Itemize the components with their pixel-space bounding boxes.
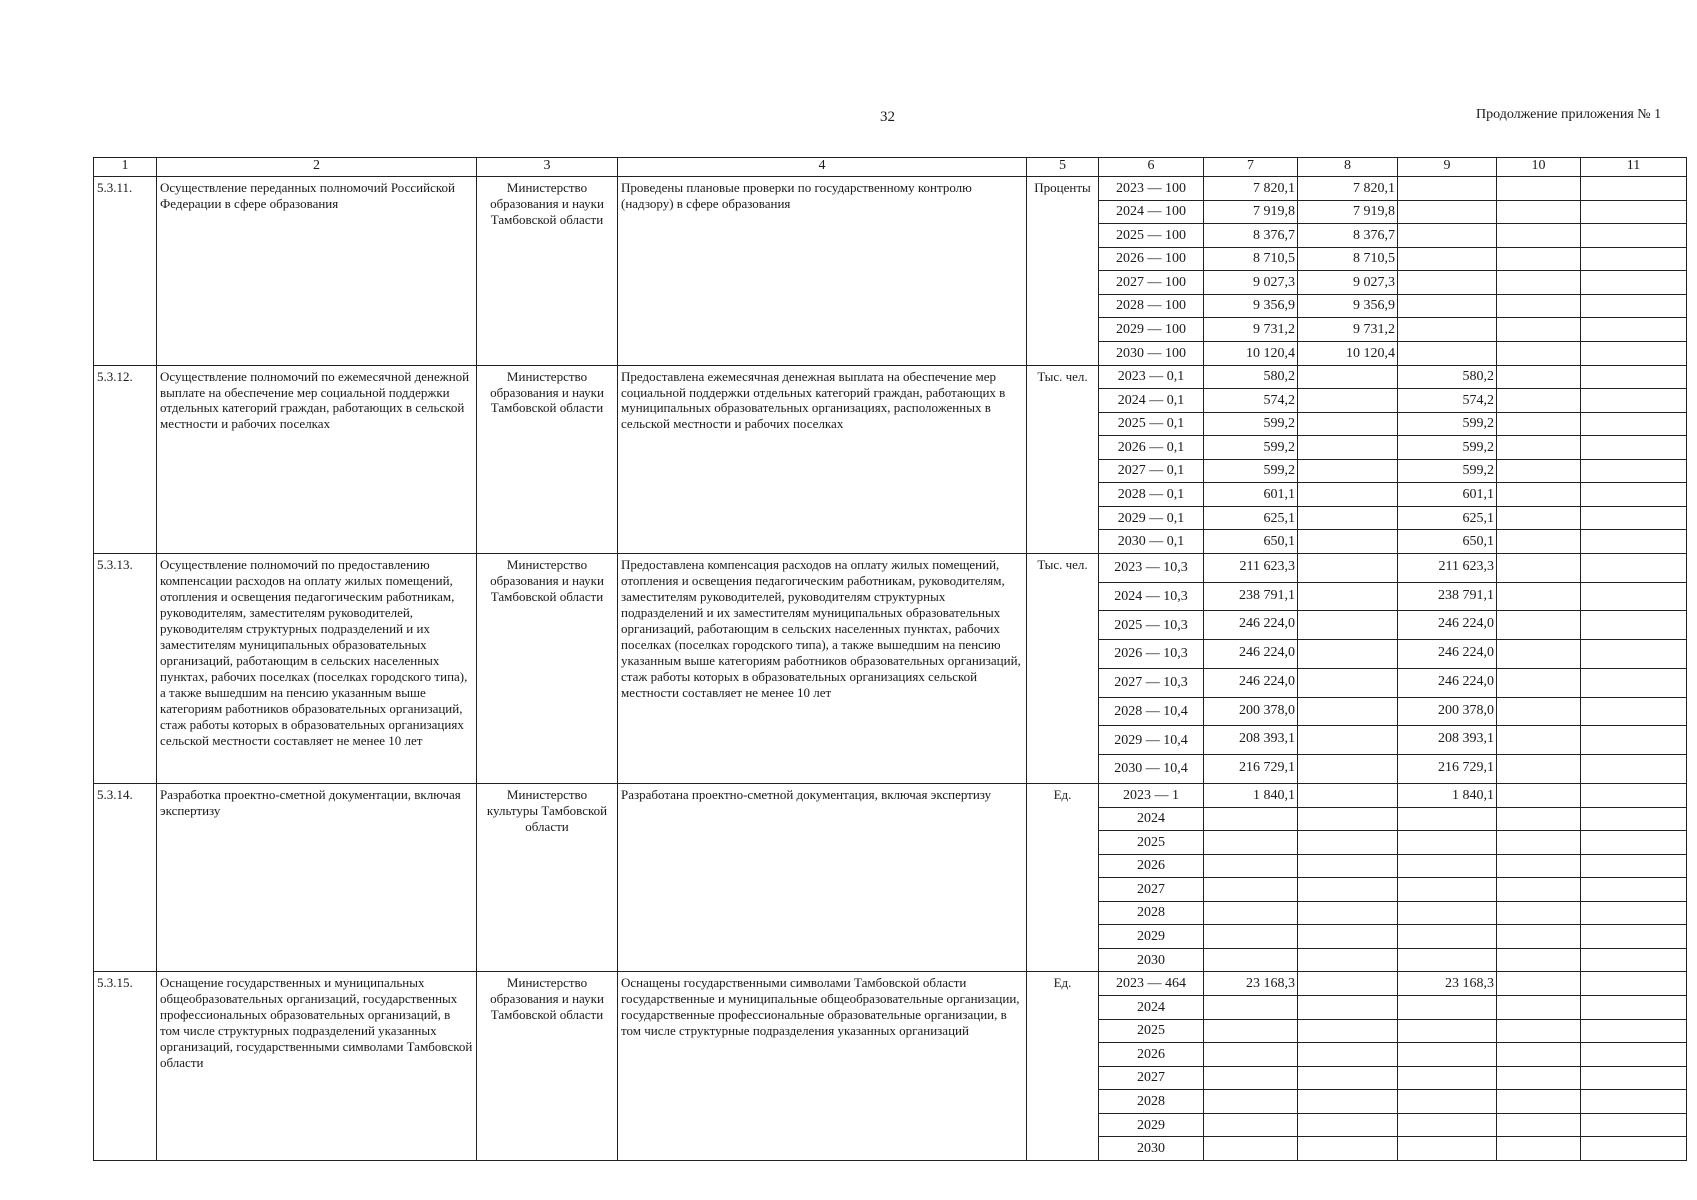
item-number: 5.3.15. [94,972,157,1161]
amount-total: 574,2 [1204,389,1298,413]
amount-col-10 [1497,554,1581,583]
amount-col-10 [1497,506,1581,530]
year-target: 2028 — 0,1 [1099,483,1204,507]
year-target: 2024 [1099,807,1204,831]
amount-col-10 [1497,1019,1581,1043]
responsible-org: Министерство образования и науки Тамбовской области [477,554,618,784]
amount-federal [1298,1090,1398,1114]
amount-regional [1398,948,1497,972]
amount-col-10 [1497,365,1581,389]
year-target: 2023 — 10,3 [1099,554,1204,583]
amount-col-10 [1497,318,1581,342]
responsible-org: Министерство образования и науки Тамбовской области [477,365,618,554]
amount-total: 625,1 [1204,506,1298,530]
year-target: 2030 [1099,1137,1204,1161]
amount-total: 9 731,2 [1204,318,1298,342]
amount-federal: 10 120,4 [1298,341,1398,365]
amount-total [1204,1043,1298,1067]
amount-col-11 [1581,483,1687,507]
amount-total: 238 791,1 [1204,582,1298,611]
amount-total: 599,2 [1204,459,1298,483]
year-target: 2027 — 0,1 [1099,459,1204,483]
expected-result: Проведены плановые проверки по государственному контролю (надзору) в сфере образования [618,177,1027,366]
amount-col-11 [1581,271,1687,295]
responsible-org: Министерство образования и науки Тамбовской области [477,972,618,1161]
amount-regional: 599,2 [1398,412,1497,436]
amount-col-10 [1497,341,1581,365]
section-5-3-15 [94,972,1687,1161]
amount-regional [1398,271,1497,295]
amount-regional [1398,200,1497,224]
amount-federal [1298,554,1398,583]
amount-total: 10 120,4 [1204,341,1298,365]
amount-federal [1298,755,1398,784]
year-target: 2026 [1099,1043,1204,1067]
amount-col-10 [1497,530,1581,554]
unit-of-measure: Проценты [1027,177,1099,366]
unit-of-measure: Тыс. чел. [1027,365,1099,554]
amount-col-11 [1581,247,1687,271]
item-title: Оснащение государственных и муниципальных общеобразовательных организаций, государственных профессиональных образовательных организаций, в том числе структурных подразделений указанных организаций, государственными символами Тамбовской области [157,972,477,1161]
year-target: 2029 — 0,1 [1099,506,1204,530]
item-number: 5.3.14. [94,783,157,972]
item-number: 5.3.11. [94,177,157,366]
expected-result: Оснащены государственными символами Тамбовской области государственные и муниципальные общеобразовательные организации, государственные профессиональные образовательные организации, в том числе структурные подразделения указанных организаций [618,972,1027,1161]
amount-regional [1398,224,1497,248]
column-header: 3 [477,158,618,177]
amount-col-11 [1581,807,1687,831]
amount-federal [1298,365,1398,389]
responsible-org: Министерство образования и науки Тамбовской области [477,177,618,366]
amount-regional: 246 224,0 [1398,640,1497,669]
amount-total: 246 224,0 [1204,611,1298,640]
amount-col-11 [1581,1137,1687,1161]
section-5-3-11 [94,177,1687,366]
amount-total: 1 840,1 [1204,783,1298,807]
amount-col-10 [1497,200,1581,224]
amount-total: 7 820,1 [1204,177,1298,201]
amount-regional: 601,1 [1398,483,1497,507]
column-header: 5 [1027,158,1099,177]
section-5-3-12 [94,365,1687,554]
amount-federal [1298,807,1398,831]
amount-col-10 [1497,1090,1581,1114]
year-target: 2028 — 10,4 [1099,697,1204,726]
amount-col-11 [1581,697,1687,726]
amount-total [1204,831,1298,855]
column-header: 4 [618,158,1027,177]
amount-col-10 [1497,854,1581,878]
unit-of-measure: Ед. [1027,972,1099,1161]
amount-regional [1398,901,1497,925]
amount-regional [1398,996,1497,1020]
amount-federal [1298,783,1398,807]
year-target: 2024 — 10,3 [1099,582,1204,611]
amount-federal [1298,1113,1398,1137]
year-target: 2024 — 100 [1099,200,1204,224]
amount-col-10 [1497,1137,1581,1161]
amount-federal [1298,1066,1398,1090]
amount-federal [1298,697,1398,726]
amount-col-11 [1581,341,1687,365]
amount-federal: 8 376,7 [1298,224,1398,248]
amount-total: 8 710,5 [1204,247,1298,271]
amount-total: 9 027,3 [1204,271,1298,295]
amount-regional [1398,294,1497,318]
amount-regional [1398,1019,1497,1043]
amount-col-10 [1497,436,1581,460]
amount-federal: 9 356,9 [1298,294,1398,318]
amount-col-11 [1581,1043,1687,1067]
amount-regional: 200 378,0 [1398,697,1497,726]
year-target: 2030 — 10,4 [1099,755,1204,784]
amount-col-10 [1497,247,1581,271]
item-title: Осуществление полномочий по ежемесячной денежной выплате на обеспечение мер социальной поддержки отдельных категорий граждан, работающих в сельской местности и рабочих поселках [157,365,477,554]
amount-col-11 [1581,755,1687,784]
amount-federal [1298,972,1398,996]
program-table [93,157,1687,1161]
amount-total: 211 623,3 [1204,554,1298,583]
amount-col-11 [1581,1113,1687,1137]
year-target: 2023 — 0,1 [1099,365,1204,389]
year-target: 2025 — 0,1 [1099,412,1204,436]
amount-col-10 [1497,224,1581,248]
amount-col-11 [1581,224,1687,248]
year-target: 2029 [1099,925,1204,949]
amount-total: 200 378,0 [1204,697,1298,726]
amount-federal: 7 820,1 [1298,177,1398,201]
amount-col-10 [1497,483,1581,507]
amount-col-11 [1581,878,1687,902]
year-target: 2026 — 100 [1099,247,1204,271]
table-row [94,554,1687,583]
amount-col-10 [1497,948,1581,972]
expected-result: Разработана проектно-сметной документация, включая экспертизу [618,783,1027,972]
amount-regional: 580,2 [1398,365,1497,389]
amount-regional [1398,1113,1497,1137]
amount-col-11 [1581,948,1687,972]
amount-regional: 208 393,1 [1398,726,1497,755]
amount-total [1204,1019,1298,1043]
column-header: 2 [157,158,477,177]
amount-federal [1298,854,1398,878]
amount-col-10 [1497,755,1581,784]
amount-col-11 [1581,582,1687,611]
amount-col-11 [1581,972,1687,996]
expected-result: Предоставлена компенсация расходов на оплату жилых помещений, отопления и освещения педагогическим работникам, руководителям, заместителям руководителей, руководителям структурных подразделений и их заместителям муниципальных образовательных организаций, работающим в сельских населенных пунктах, рабочих поселках (поселках городского типа), а также вышедшим на пенсию указанным выше категориям работников образовательных организаций, стаж работы которых в образовательных организациях сельской местности составляет не менее 10 лет [618,554,1027,784]
amount-col-10 [1497,925,1581,949]
expected-result: Предоставлена ежемесячная денежная выплата на обеспечение мер социальной поддержки отдельных категорий граждан, работающих в муниципальных образовательных организациях, расположенных в сельской местности и рабочих поселках [618,365,1027,554]
amount-col-11 [1581,365,1687,389]
year-target: 2027 [1099,878,1204,902]
year-target: 2025 — 10,3 [1099,611,1204,640]
amount-col-11 [1581,1090,1687,1114]
amount-regional [1398,1066,1497,1090]
amount-regional: 23 168,3 [1398,972,1497,996]
amount-federal [1298,878,1398,902]
amount-col-11 [1581,177,1687,201]
column-header: 7 [1204,158,1298,177]
year-target: 2023 — 464 [1099,972,1204,996]
amount-col-11 [1581,925,1687,949]
amount-regional [1398,854,1497,878]
amount-col-10 [1497,783,1581,807]
year-target: 2024 — 0,1 [1099,389,1204,413]
amount-federal [1298,483,1398,507]
continuation-label: Продолжение приложения № 1 [1476,107,1662,122]
amount-total [1204,948,1298,972]
amount-col-11 [1581,436,1687,460]
amount-regional [1398,177,1497,201]
amount-col-10 [1497,640,1581,669]
amount-col-11 [1581,611,1687,640]
amount-col-11 [1581,854,1687,878]
amount-regional [1398,831,1497,855]
amount-col-11 [1581,1066,1687,1090]
amount-col-11 [1581,554,1687,583]
amount-regional [1398,925,1497,949]
amount-total: 208 393,1 [1204,726,1298,755]
amount-total: 9 356,9 [1204,294,1298,318]
year-target: 2026 — 0,1 [1099,436,1204,460]
amount-total: 650,1 [1204,530,1298,554]
page-number: 32 [880,109,895,125]
amount-federal [1298,948,1398,972]
column-number-row [94,158,1687,177]
amount-col-10 [1497,1043,1581,1067]
amount-col-10 [1497,582,1581,611]
amount-regional: 246 224,0 [1398,668,1497,697]
year-target: 2029 — 10,4 [1099,726,1204,755]
item-title: Разработка проектно-сметной документации, включая экспертизу [157,783,477,972]
amount-regional [1398,1043,1497,1067]
amount-total: 23 168,3 [1204,972,1298,996]
amount-federal [1298,925,1398,949]
amount-total: 216 729,1 [1204,755,1298,784]
amount-col-11 [1581,412,1687,436]
responsible-org: Министерство культуры Тамбовской области [477,783,618,972]
amount-federal [1298,412,1398,436]
amount-col-11 [1581,318,1687,342]
amount-col-11 [1581,200,1687,224]
year-target: 2029 — 100 [1099,318,1204,342]
amount-total [1204,1066,1298,1090]
amount-col-11 [1581,294,1687,318]
year-target: 2028 [1099,1090,1204,1114]
year-target: 2023 — 100 [1099,177,1204,201]
amount-total [1204,807,1298,831]
amount-col-10 [1497,459,1581,483]
amount-col-10 [1497,389,1581,413]
year-target: 2026 — 10,3 [1099,640,1204,669]
year-target: 2030 [1099,948,1204,972]
amount-col-10 [1497,294,1581,318]
amount-federal [1298,640,1398,669]
amount-regional: 1 840,1 [1398,783,1497,807]
amount-col-11 [1581,831,1687,855]
amount-col-10 [1497,726,1581,755]
section-5-3-14 [94,783,1687,972]
amount-col-11 [1581,996,1687,1020]
unit-of-measure: Ед. [1027,783,1099,972]
year-target: 2024 [1099,996,1204,1020]
amount-regional [1398,878,1497,902]
amount-total [1204,1090,1298,1114]
amount-total [1204,996,1298,1020]
amount-federal [1298,389,1398,413]
amount-regional: 216 729,1 [1398,755,1497,784]
amount-col-10 [1497,1113,1581,1137]
year-target: 2029 [1099,1113,1204,1137]
year-target: 2030 — 0,1 [1099,530,1204,554]
amount-col-10 [1497,668,1581,697]
amount-total: 7 919,8 [1204,200,1298,224]
column-header: 9 [1398,158,1497,177]
year-target: 2025 — 100 [1099,224,1204,248]
amount-col-10 [1497,996,1581,1020]
amount-regional: 246 224,0 [1398,611,1497,640]
table-row [94,972,1687,996]
amount-federal: 9 027,3 [1298,271,1398,295]
amount-total: 599,2 [1204,412,1298,436]
item-number: 5.3.12. [94,365,157,554]
amount-regional: 238 791,1 [1398,582,1497,611]
amount-regional [1398,247,1497,271]
year-target: 2025 [1099,1019,1204,1043]
amount-total [1204,1137,1298,1161]
amount-federal [1298,1043,1398,1067]
amount-col-10 [1497,901,1581,925]
amount-col-11 [1581,459,1687,483]
amount-federal [1298,506,1398,530]
amount-federal [1298,436,1398,460]
amount-federal [1298,1137,1398,1161]
amount-col-10 [1497,807,1581,831]
amount-total [1204,854,1298,878]
amount-regional: 625,1 [1398,506,1497,530]
unit-of-measure: Тыс. чел. [1027,554,1099,784]
year-target: 2030 — 100 [1099,341,1204,365]
table-row [94,177,1687,201]
amount-total: 599,2 [1204,436,1298,460]
amount-regional [1398,341,1497,365]
amount-col-11 [1581,506,1687,530]
amount-col-10 [1497,611,1581,640]
amount-col-10 [1497,412,1581,436]
amount-regional: 599,2 [1398,459,1497,483]
amount-col-11 [1581,783,1687,807]
item-number: 5.3.13. [94,554,157,784]
amount-col-10 [1497,177,1581,201]
amount-total [1204,925,1298,949]
amount-total [1204,878,1298,902]
amount-regional [1398,807,1497,831]
year-target: 2026 [1099,854,1204,878]
amount-regional: 650,1 [1398,530,1497,554]
table-row [94,783,1687,807]
year-target: 2023 — 1 [1099,783,1204,807]
column-header: 10 [1497,158,1581,177]
column-header: 6 [1099,158,1204,177]
year-target: 2025 [1099,831,1204,855]
amount-total [1204,901,1298,925]
amount-total: 8 376,7 [1204,224,1298,248]
amount-federal [1298,726,1398,755]
amount-federal [1298,996,1398,1020]
amount-col-10 [1497,972,1581,996]
amount-federal: 9 731,2 [1298,318,1398,342]
column-header: 1 [94,158,157,177]
amount-total: 601,1 [1204,483,1298,507]
item-title: Осуществление полномочий по предоставлению компенсации расходов на оплату жилых помещений, отопления и освещения педагогическим работникам, руководителям, заместителям руководителей, руководителям структурных подразделений и их заместителям муниципальных образовательных организаций, работающим в сельских населенных пунктах, рабочих поселках (поселках городского типа), а также вышедшим на пенсию указанным выше категориям работников образовательных организаций, стаж работы которых в образовательных организациях сельской местности составляет не менее 10 лет [157,554,477,784]
year-target: 2027 [1099,1066,1204,1090]
amount-regional: 211 623,3 [1398,554,1497,583]
amount-col-10 [1497,831,1581,855]
year-target: 2027 — 10,3 [1099,668,1204,697]
amount-col-11 [1581,726,1687,755]
amount-federal [1298,831,1398,855]
amount-regional [1398,318,1497,342]
amount-total: 246 224,0 [1204,668,1298,697]
amount-federal: 8 710,5 [1298,247,1398,271]
amount-regional [1398,1090,1497,1114]
section-5-3-13 [94,554,1687,784]
column-header: 11 [1581,158,1687,177]
year-target: 2028 [1099,901,1204,925]
amount-col-11 [1581,640,1687,669]
amount-col-11 [1581,530,1687,554]
amount-federal [1298,582,1398,611]
amount-federal [1298,530,1398,554]
amount-federal [1298,459,1398,483]
amount-federal: 7 919,8 [1298,200,1398,224]
amount-federal [1298,668,1398,697]
amount-col-10 [1497,271,1581,295]
year-target: 2028 — 100 [1099,294,1204,318]
column-header: 8 [1298,158,1398,177]
amount-col-11 [1581,668,1687,697]
amount-col-10 [1497,878,1581,902]
amount-col-11 [1581,901,1687,925]
amount-regional: 574,2 [1398,389,1497,413]
amount-col-11 [1581,1019,1687,1043]
amount-total [1204,1113,1298,1137]
amount-federal [1298,1019,1398,1043]
amount-col-10 [1497,1066,1581,1090]
amount-federal [1298,901,1398,925]
item-title: Осуществление переданных полномочий Российской Федерации в сфере образования [157,177,477,366]
year-target: 2027 — 100 [1099,271,1204,295]
amount-regional: 599,2 [1398,436,1497,460]
amount-col-10 [1497,697,1581,726]
table-row [94,365,1687,389]
amount-total: 580,2 [1204,365,1298,389]
amount-federal [1298,611,1398,640]
amount-total: 246 224,0 [1204,640,1298,669]
amount-regional [1398,1137,1497,1161]
amount-col-11 [1581,389,1687,413]
